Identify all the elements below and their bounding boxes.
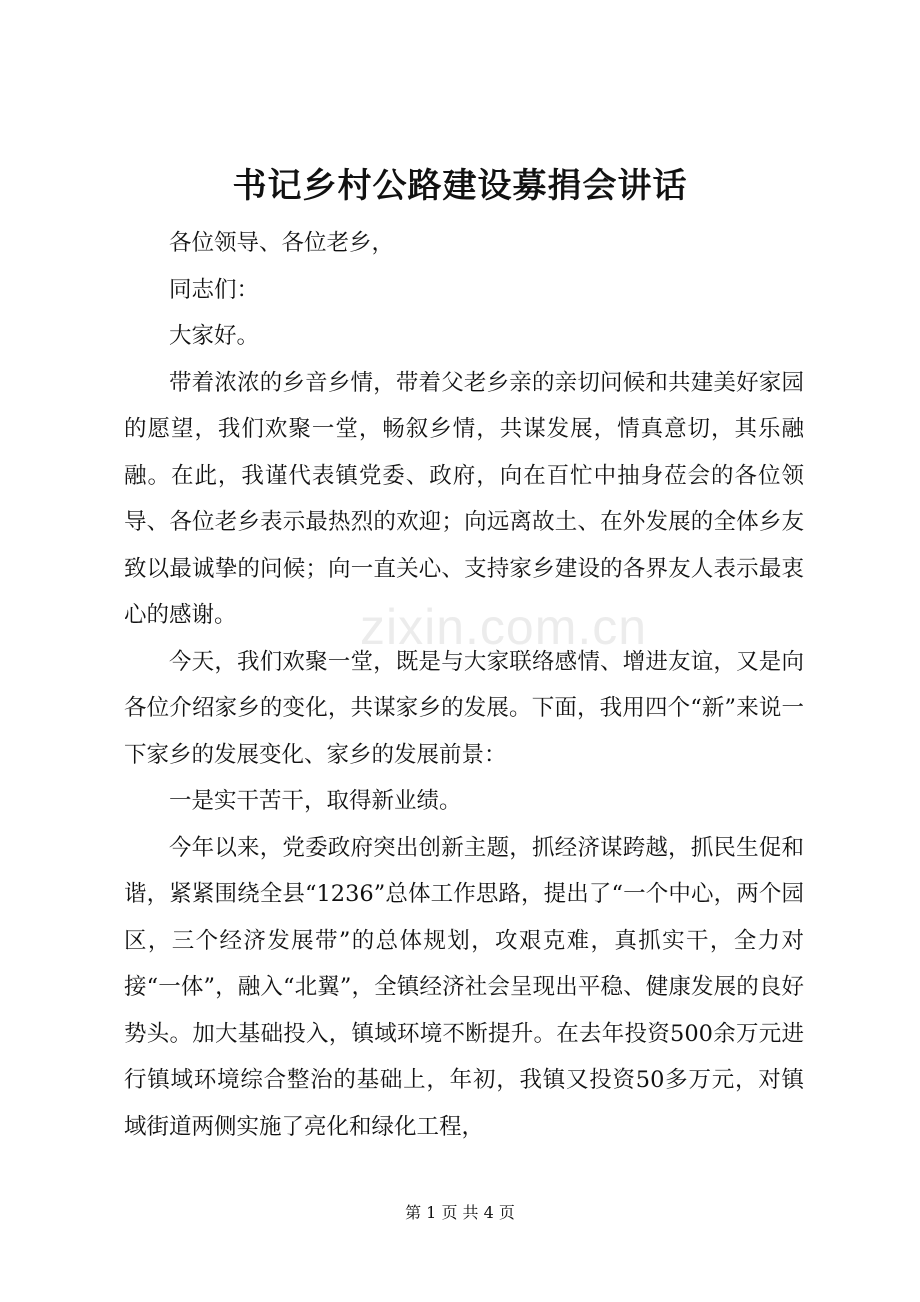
paragraph-introduction: 今天，我们欢聚一堂，既是与大家联络感情、增进友谊，又是向各位介绍家乡的变化，共谋家乡的发展。下面，我用四个“新”来说一下家乡的发展变化、家乡的发展前景： (124, 648, 804, 768)
watermark: zixin.com.cn (360, 599, 648, 655)
paragraph-section-heading: 一是实干苦干，取得新业绩。 (169, 788, 462, 814)
document-title: 书记乡村公路建设募捐会讲话 (232, 166, 688, 206)
paragraph-greeting-1: 各位领导、各位老乡， (169, 230, 395, 256)
paragraph-greeting-3: 大家好。 (169, 323, 260, 349)
page-footer: 第 1 页 共 4 页 (405, 1203, 515, 1222)
paragraph-greeting-2: 同志们： (169, 276, 260, 303)
paragraph-welcome: 带着浓浓的乡音乡情，带着父老乡亲的亲切问候和共建美好家园的愿望，我们欢聚一堂，畅叙乡情，共谋发展，情真意切，其乐融融。在此，我谨代表镇党委、政府，向在百忙中抽身莅会的各位领导、各位老乡表示最热烈的欢迎；向远离故土、在外发展的全体乡友致以最诚挚的问候；向一直关心、支持家乡建设的各界友人表示最衷心的感谢。 (124, 369, 804, 628)
document-body (124, 220, 804, 1150)
paragraph-achievements: 今年以来，党委政府突出创新主题，抓经济谋跨越，抓民生促和谐，紧紧围绕全县“1236”总体工作思路，提出了“一个中心，两个园区，三个经济发展带”的总体规划，攻艰克难，真抓实干，全力对接“一体”，融入“北翼”，全镇经济社会呈现出平稳、健康发展的良好势头。加大基础投入，镇域环境不断提升。在去年投资500余万元进行镇域环境综合整治的基础上，年初，我镇又投资50多万元，对镇域街道两侧实施了亮化和绿化工程， (124, 834, 804, 1140)
